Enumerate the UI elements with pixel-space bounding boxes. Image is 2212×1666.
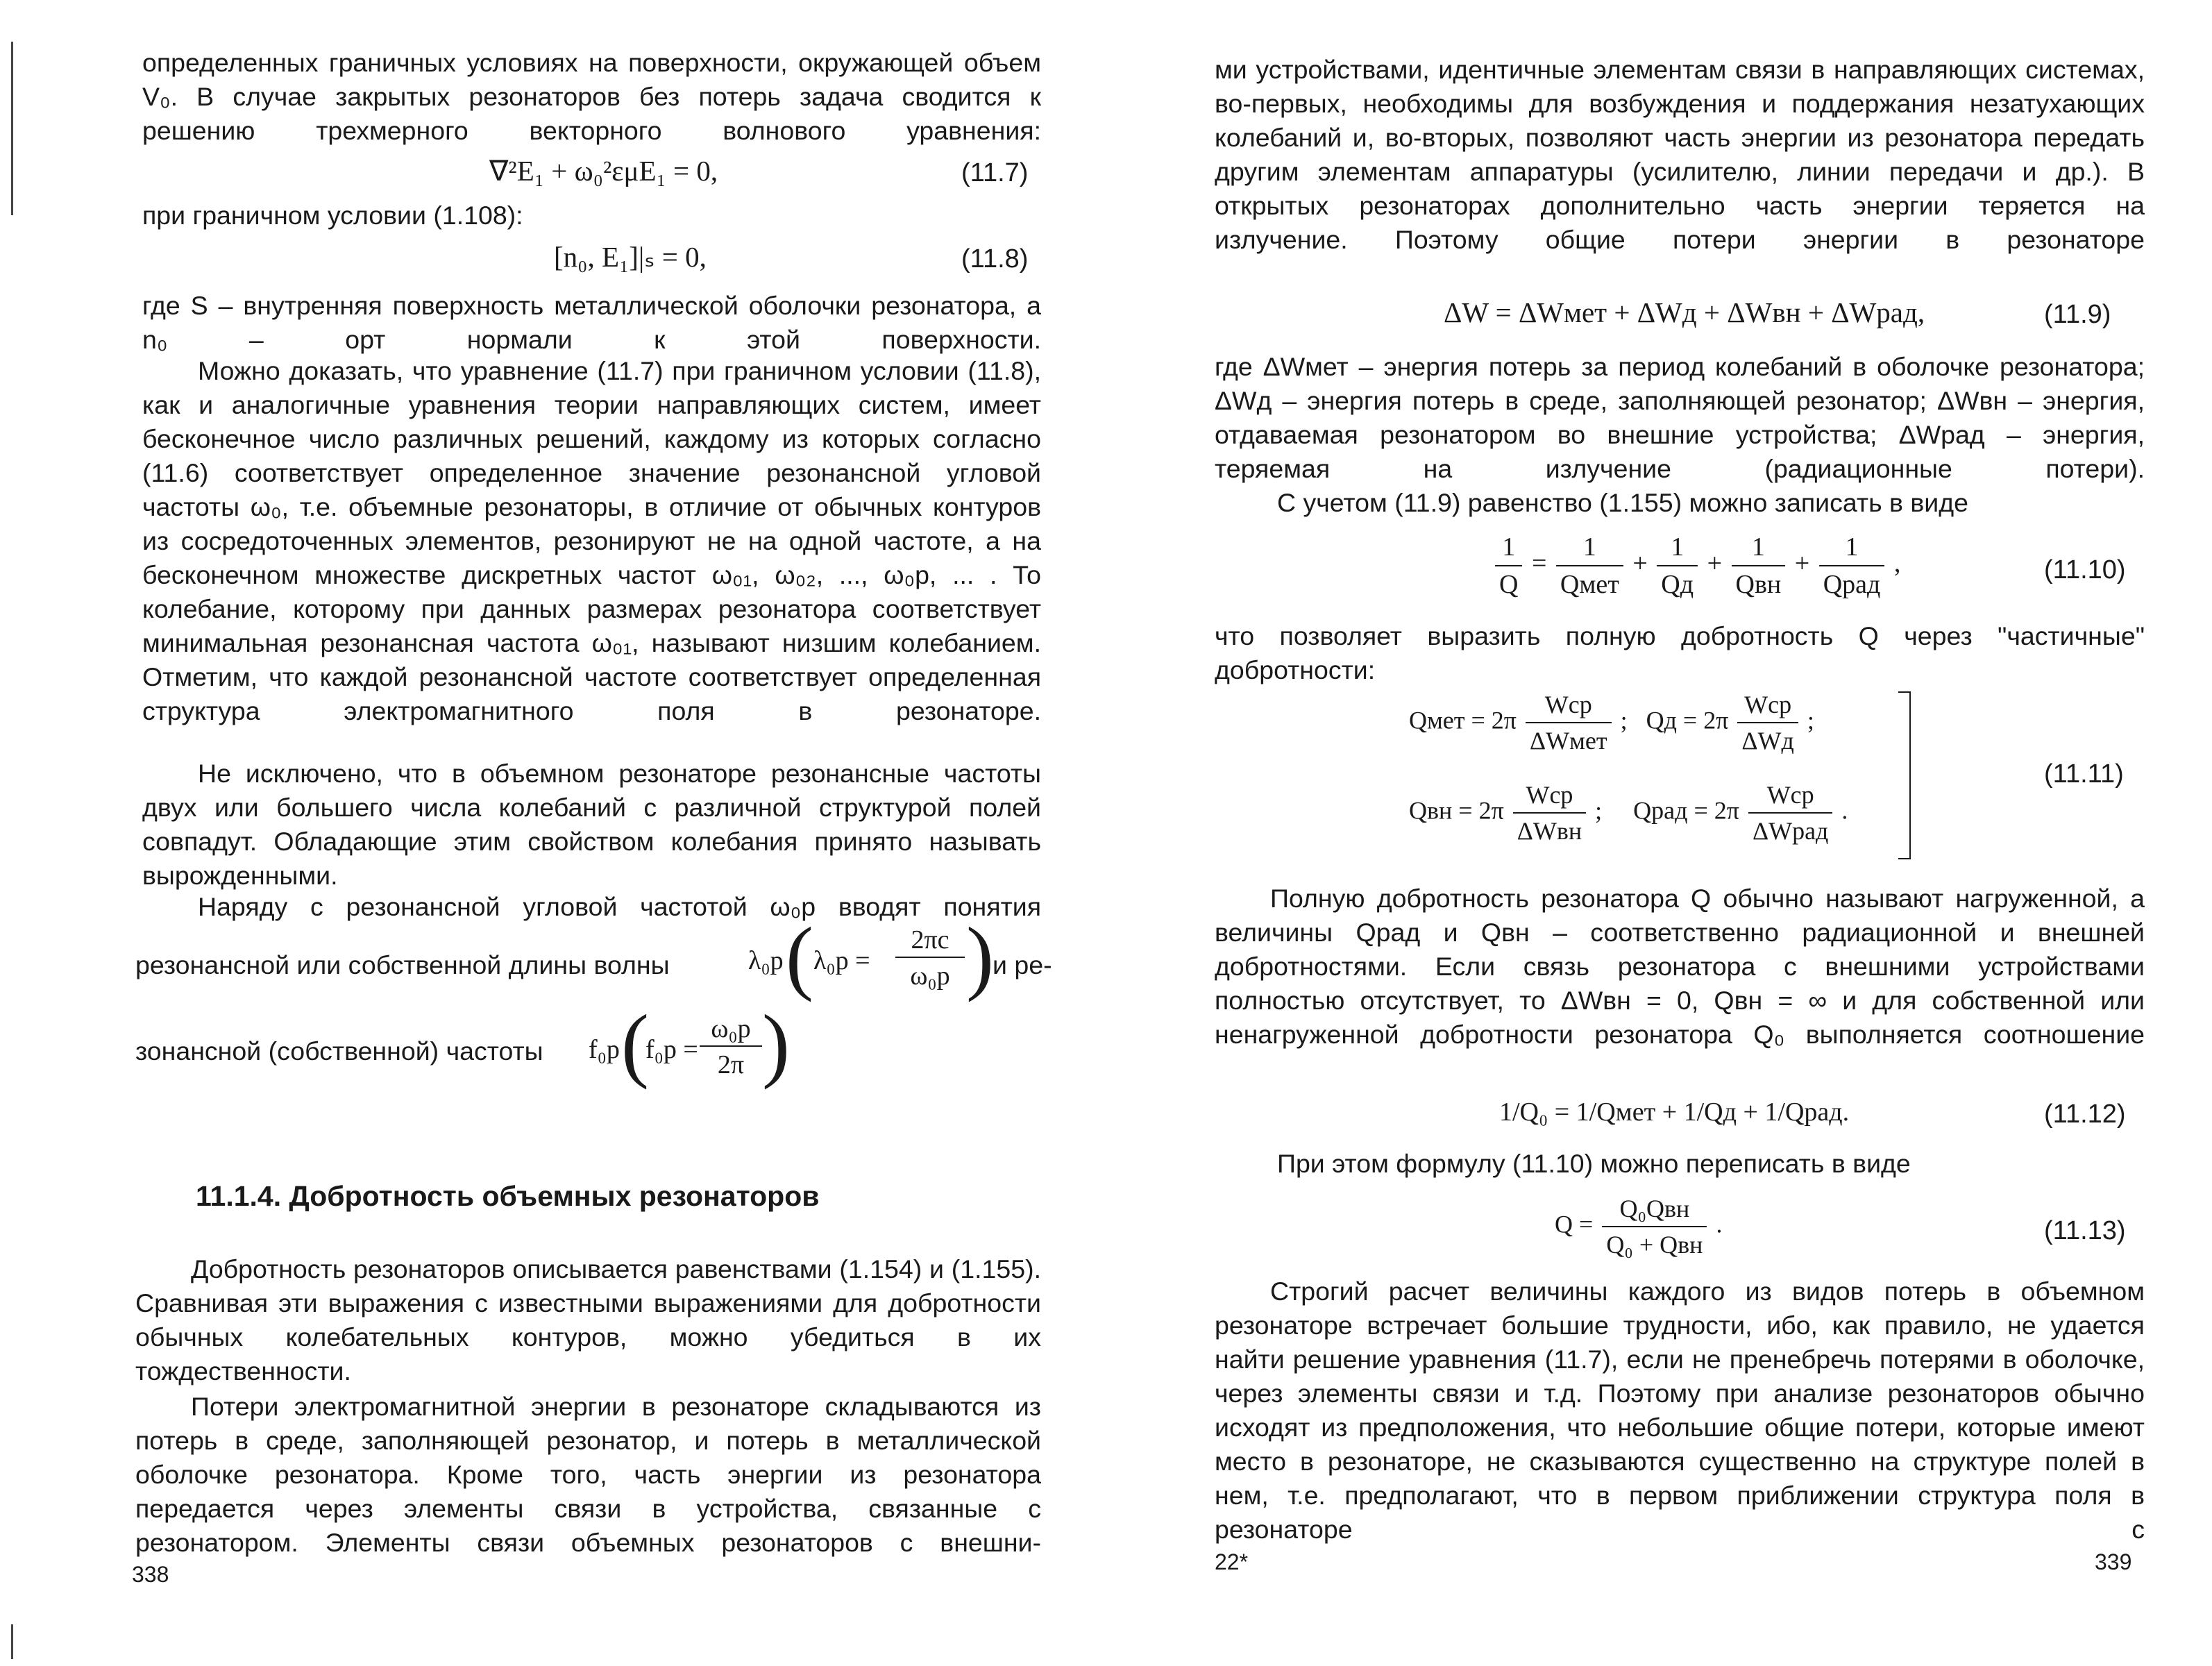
paragraph: Можно доказать, что уравнение (11.7) при граничном условии (11.8), как и аналогичные уравнения теории направляющих систем, имеет бесконечное число различных решений, каждому из которых согласно (11.6) соответствует определенное значение резонансной угловой частоты ω₀, т.е. объемные резонаторы, в отличие от обычных контуров из сосредоточенных элементов, резонируют не на одной частоте, а на бесконечном множестве дискретных частот ω₀₁, ω₀₂, ..., ω₀p, ... . То колебание, которому при данных размерах резонатора соответствует минимальная резонансная частота ω₀₁, называют низшим колебанием. Отметим, что каждой резонансной частоте соответствует определенная структура электромагнитного поля в резонаторе. bbox=[142, 356, 1041, 725]
paragraph: зонансной (собственной) частоты bbox=[135, 1036, 543, 1066]
equation-number: (11.13) bbox=[2044, 1216, 2126, 1245]
equation-number: (11.12) bbox=[2044, 1100, 2126, 1129]
paragraph: Добротность резонаторов описывается равенствами (1.154) и (1.155). Сравнивая эти выражения с известными выражениями для добротности обычных колебательных контуров, можно убедиться в их тождественности. bbox=[135, 1254, 1041, 1386]
paragraph: где S – внутренняя поверхность металлической оболочки резонатора, а n₀ – орт нормали к этой поверхности. bbox=[142, 291, 1041, 354]
equation-number: (11.7) bbox=[961, 158, 1029, 187]
paragraph: Не исключено, что в объемном резонаторе резонансные частоты двух или большего числа колебаний с различной структурой полей совпадут. Обладающие этим свойством колебания принято называть вырожденными. bbox=[142, 759, 1041, 890]
frequency-fraction bbox=[700, 1015, 762, 1079]
paragraph: где ΔWмет – энергия потерь за период колебаний в оболочке резонатора; ΔWд – энергия потерь в среде, заполняющей резонатор; ΔWвн – энергия, отдаваемая резонатором во внешние устройства; ΔWрад – энергия, теряемая на излучение (радиационные потери). bbox=[1215, 352, 2145, 483]
paren-left: ( bbox=[786, 910, 813, 1002]
scan-edge-line bbox=[11, 1624, 13, 1659]
fraction-denominator: ω₀p bbox=[910, 961, 950, 991]
left-page bbox=[0, 0, 1083, 1666]
frequency-expression: f₀p = bbox=[645, 1035, 698, 1064]
paragraph: что позволяет выразить полную добротность Q через "частичные" добротности: bbox=[1215, 621, 2145, 684]
equation-11-7: ∇²E₁ + ω₀²εμE₁ = 0, bbox=[489, 155, 718, 187]
paragraph: и ре- bbox=[993, 950, 1052, 979]
paragraph: При этом формулу (11.10) можно переписать в виде bbox=[1277, 1149, 1911, 1178]
paragraph: определенных граничных условиях на поверхности, окружающей объем V₀. В случае закрытых резонаторов без потерь задача сводится к решению трехмерного векторного волнового уравнения: bbox=[142, 48, 1041, 145]
paragraph: ми устройствами, идентичные элементам связи в направляющих системах, во-первых, необходимы для возбуждения и поддержания незатухающих колебаний и, во-вторых, позволяют часть энергии из резонатора передать другим элементам аппаратуры (усилителю, линии передачи и др.). В открытых резонаторах дополнительно часть энергии теряется на излучение. Поэтому общие потери энергии в резонаторе bbox=[1215, 55, 2145, 254]
fraction-denominator: 2π bbox=[717, 1050, 745, 1079]
scan-edge-line bbox=[11, 42, 13, 215]
page-number: 338 bbox=[132, 1562, 169, 1587]
equation-number: (11.9) bbox=[2044, 300, 2111, 329]
paragraph: Строгий расчет величины каждого из видов потерь в объемном резонаторе встречает большие трудности, ибо, как правило, не удается найти решение уравнения (11.7), если не пренебречь потерями в оболочке, через элементы связи и т.д. Поэтому при анализе резонаторов обычно исходят из предположения, что небольшие общие потери, которые имеют место в резонаторе, не сказываются существенно на структуре полей в нем, т.е. предполагают, что в первом приближении структура поля в резонаторе с bbox=[1215, 1277, 2145, 1544]
fraction-numerator: ω₀p bbox=[700, 1015, 762, 1047]
paragraph: резонансной или собственной длины волны bbox=[135, 950, 670, 979]
signature-mark: 22* bbox=[1215, 1549, 1249, 1574]
paragraph: Наряду с резонансной угловой частотой ω₀p вводят понятия bbox=[198, 892, 1041, 921]
right-page bbox=[1111, 0, 2212, 1666]
lambda-fraction bbox=[895, 926, 965, 990]
equation-number: (11.8) bbox=[961, 244, 1029, 274]
page-number: 339 bbox=[2095, 1549, 2132, 1574]
paragraph: Потери электромагнитной энергии в резонаторе складываются из потерь в среде, заполняющей резонатор, и потерь в металлической оболочке резонатора. Кроме того, часть энергии из резонатора передается через элементы связи в устройства, связанные с резонатором. Элементы связи объемных резонаторов с внешни- bbox=[135, 1392, 1041, 1557]
equation-11-8: [n₀, E₁]|ₛ = 0, bbox=[554, 241, 707, 273]
equation-11-12: 1/Q₀ = 1/Qмет + 1/Qд + 1/Qрад. bbox=[1499, 1097, 1850, 1127]
paren-right: ) bbox=[762, 998, 790, 1090]
paragraph: Полную добротность резонатора Q обычно называют нагруженной, а величины Qрад и Qвн – соответственно радиационной и внешней добротностями. Если связь резонатора с внешними устройствами полностью отсутствует, то ΔWвн = 0, Qвн = ∞ и для собственной или ненагруженной добротности резонатора Q₀ выполняется соотношение bbox=[1215, 884, 2145, 1049]
paragraph: при граничном условии (1.108): bbox=[142, 201, 523, 230]
paren-left: ( bbox=[621, 998, 649, 1090]
paragraph: С учетом (11.9) равенство (1.155) можно записать в виде bbox=[1277, 488, 1968, 517]
equation-11-9: ΔW = ΔWмет + ΔWд + ΔWвн + ΔWрад, bbox=[1444, 296, 1925, 328]
lambda-expression: λ₀p = bbox=[813, 946, 870, 975]
right-brace bbox=[1898, 691, 1911, 859]
paren-right: ) bbox=[966, 910, 994, 1002]
equation-number: (11.10) bbox=[2044, 555, 2126, 584]
equation-11-10: $\frac{1}{Q}$ = $\frac{1}{\text{Qмет}}$ + $\frac{1}{Qд}$ + $\frac{1}{\text{Qвн}}$ + $\frac{1}{\text{Qрад}}$ , bbox=[1492, 532, 1900, 600]
equation-11-11-row2: Qвн = 2π $\frac{\text{Wср}}{\text{ΔWвн}}$ ; Qрад = 2π $\frac{\text{Wср}}{\text{ΔWрад}}$ . bbox=[1409, 781, 1848, 845]
frequency-symbol: f₀p bbox=[589, 1035, 620, 1064]
equation-number: (11.11) bbox=[2044, 759, 2124, 789]
fraction-numerator: 2πc bbox=[895, 926, 965, 958]
lambda-symbol: λ₀p bbox=[748, 946, 784, 975]
section-heading: 11.1.4. Добротность объемных резонаторов bbox=[196, 1180, 820, 1212]
equation-11-11-row1: Qмет = 2π $\frac{\text{Wср}}{\text{ΔWмет}}$ ; Qд = 2π $\frac{\text{Wср}}{\text{ΔWд}}$ ; bbox=[1409, 691, 1814, 755]
equation-11-13: Q = $\frac{\text{Q₀Qвн}}{\text{Q₀ + Qвн}}$ . bbox=[1555, 1195, 1723, 1259]
